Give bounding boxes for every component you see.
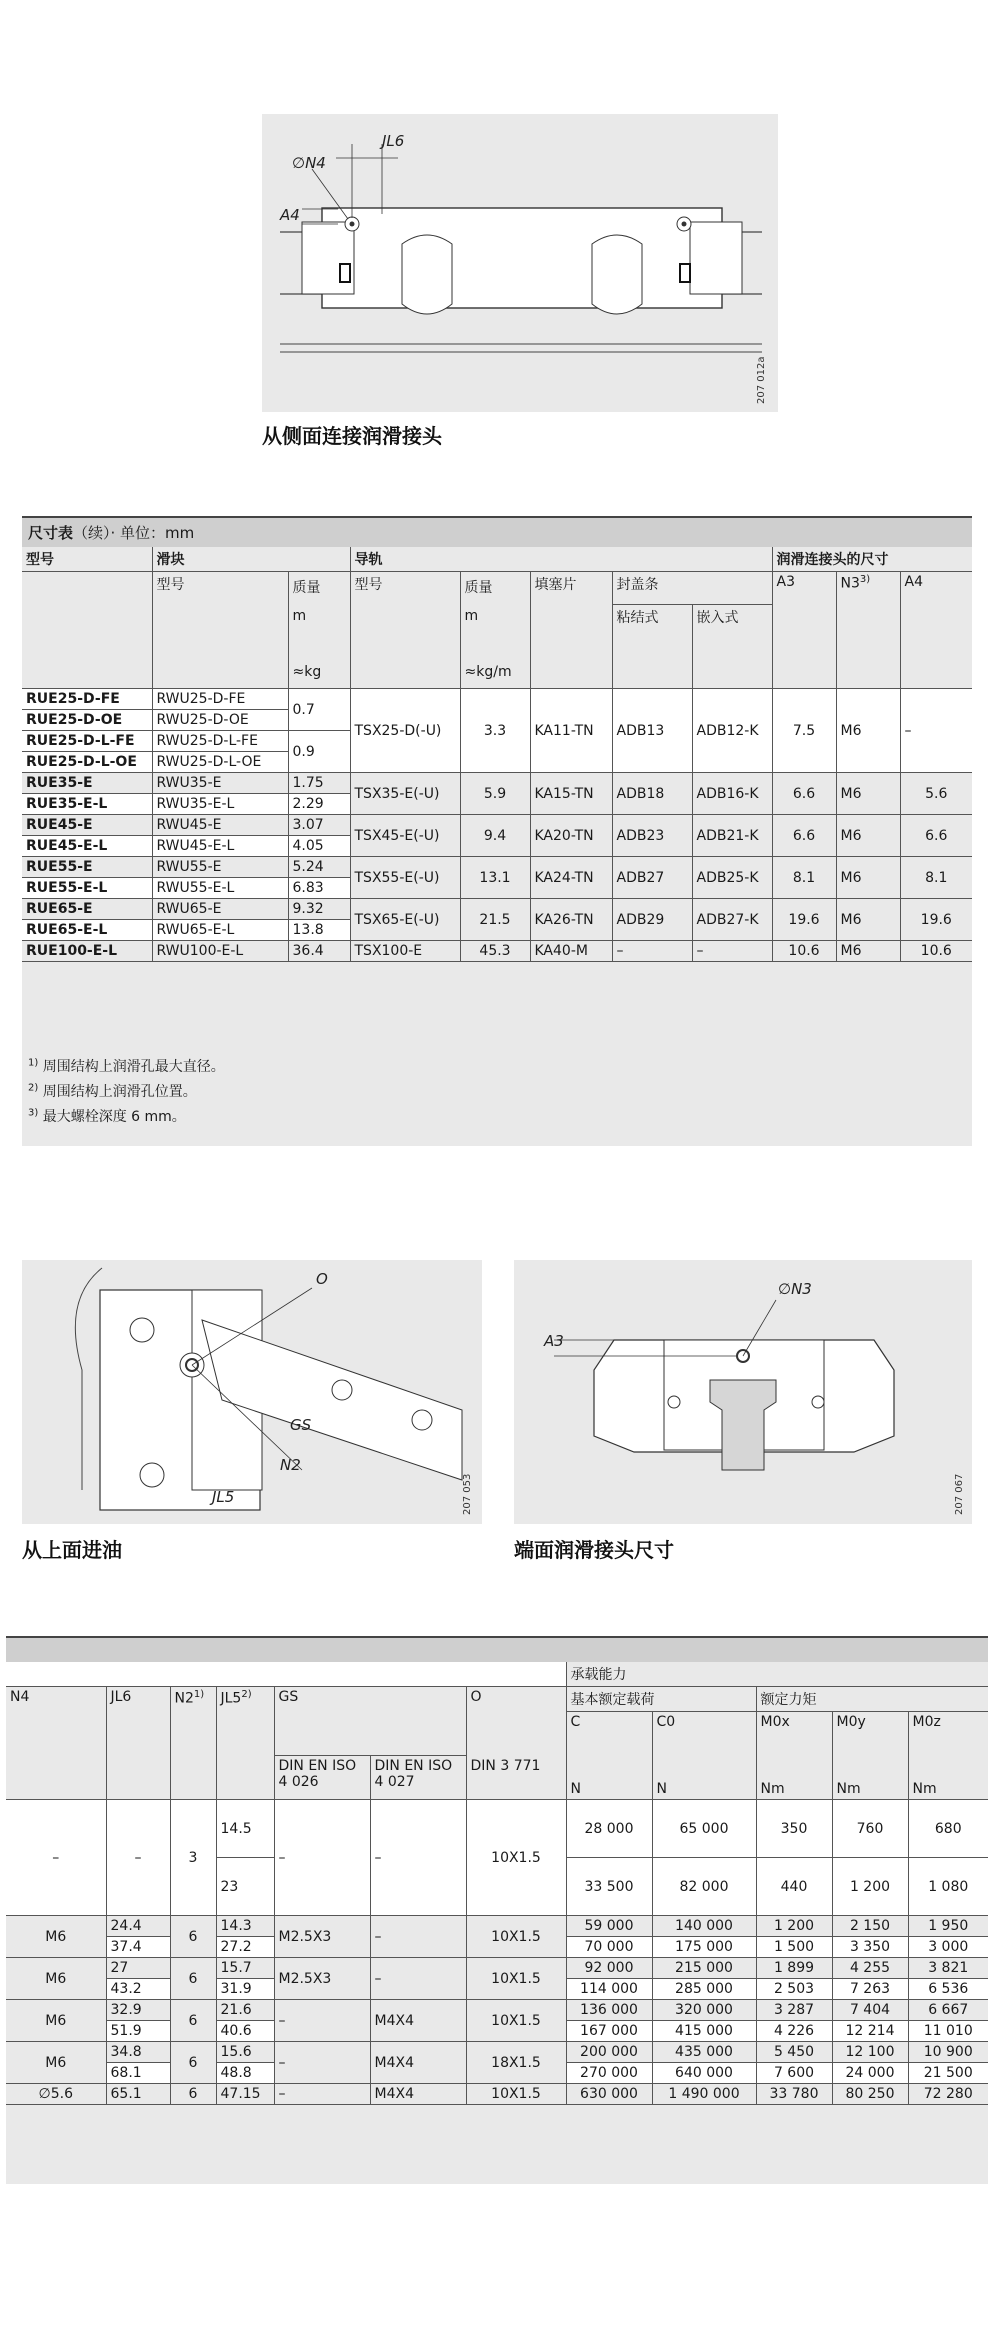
unit-nm: Nm xyxy=(908,1756,988,1800)
m0x-cell: 5 450 xyxy=(756,2042,832,2063)
mass-cell: 13.8 xyxy=(288,920,350,941)
h-jl6: JL6 xyxy=(106,1687,170,1800)
o-cell: 18X1.5 xyxy=(466,2042,566,2084)
c-cell: 136 000 xyxy=(566,2000,652,2021)
unit-nm: Nm xyxy=(832,1756,908,1800)
c0-cell: 82 000 xyxy=(652,1858,756,1916)
n4-cell: ∅5.6 xyxy=(6,2084,106,2105)
glued-cell: ADB29 xyxy=(612,899,692,941)
a4-cell: 5.6 xyxy=(900,773,972,815)
c0-cell: 435 000 xyxy=(652,2042,756,2063)
load-capacity-table xyxy=(6,1636,988,2184)
c-cell: 167 000 xyxy=(566,2021,652,2042)
figure1-caption: 从侧面连接润滑接头 xyxy=(262,424,442,448)
a4-cell: 6.6 xyxy=(900,815,972,857)
plug-cell: KA20-TN xyxy=(530,815,612,857)
n3-cell: M6 xyxy=(836,689,900,773)
embedded-cell: – xyxy=(692,941,772,962)
footnote: $^{1)}$ 周围结构上润滑孔最大直径。 xyxy=(28,1057,225,1075)
c-cell: 70 000 xyxy=(566,1937,652,1958)
mass-cell: 1.75 xyxy=(288,773,350,794)
c0-cell: 1 490 000 xyxy=(652,2084,756,2105)
m0y-cell: 4 255 xyxy=(832,1958,908,1979)
n2-cell: 3 xyxy=(170,1800,216,1916)
mass-cell: 5.24 xyxy=(288,857,350,878)
m0x-cell: 4 226 xyxy=(756,2021,832,2042)
o-cell: 10X1.5 xyxy=(466,1958,566,2000)
a3-cell: 19.6 xyxy=(772,899,836,941)
h-n2: N2 xyxy=(174,1690,194,1707)
o-cell: 10X1.5 xyxy=(466,2084,566,2105)
h-mass: 质量 xyxy=(292,580,321,596)
mass-cell: 0.9 xyxy=(288,731,350,773)
c0-cell: 640 000 xyxy=(652,2063,756,2084)
label-jl6: JL6 xyxy=(382,132,405,150)
a3-cell: 6.6 xyxy=(772,773,836,815)
h-rail-model: 型号 xyxy=(350,572,460,689)
mass-cell: 2.29 xyxy=(288,794,350,815)
h-cover: 封盖条 xyxy=(612,572,772,605)
figure2-caption: 从上面进油 xyxy=(22,1538,122,1562)
jl6-cell: 34.8 xyxy=(106,2042,170,2063)
rail-cell: TSX65-E(-U) xyxy=(350,899,460,941)
n2-cell: 6 xyxy=(170,2042,216,2084)
side-view-drawing xyxy=(262,114,778,412)
mass-cell: 4.05 xyxy=(288,836,350,857)
h-lube: 润滑连接头的尺寸 xyxy=(772,547,972,572)
c-cell: 92 000 xyxy=(566,1958,652,1979)
h-n2-sup: 1) xyxy=(193,1689,205,1700)
n2-cell: 6 xyxy=(170,1958,216,2000)
h-o: O xyxy=(466,1687,566,1756)
n2-cell: 6 xyxy=(170,1916,216,1958)
c-cell: 630 000 xyxy=(566,2084,652,2105)
jl6-cell: 24.4 xyxy=(106,1916,170,1937)
rail-mass-cell: 5.9 xyxy=(460,773,530,815)
footnote: $^{3)}$ 最大螺栓深度 6 mm。 xyxy=(28,1107,186,1125)
c-cell: 114 000 xyxy=(566,1979,652,2000)
rail-cell: TSX45-E(-U) xyxy=(350,815,460,857)
label-n3: ∅N3 xyxy=(778,1280,812,1298)
block-cell: RWU25-D-L-FE xyxy=(152,731,288,752)
dimension-table xyxy=(22,516,972,1146)
rail-cell: TSX25-D(-U) xyxy=(350,689,460,773)
capacity-grid xyxy=(6,1662,988,2105)
m0x-cell: 1 500 xyxy=(756,1937,832,1958)
n2-cell: 6 xyxy=(170,2084,216,2105)
m0x-cell: 1 899 xyxy=(756,1958,832,1979)
h-m0x: M0x xyxy=(756,1712,832,1756)
a3-cell: 8.1 xyxy=(772,857,836,899)
h-c: C xyxy=(566,1712,652,1756)
table-row: RUE55-E xyxy=(22,857,152,878)
n4-cell: – xyxy=(6,1800,106,1916)
table-row: RUE45-E-L xyxy=(22,836,152,857)
m0z-cell: 10 900 xyxy=(908,2042,988,2063)
h-moment: 额定力矩 xyxy=(756,1687,988,1712)
jl5-cell: 31.9 xyxy=(216,1979,274,2000)
m0z-cell: 21 500 xyxy=(908,2063,988,2084)
m0y-cell: 1 200 xyxy=(832,1858,908,1916)
figure-code: 207 067 xyxy=(954,1473,965,1515)
gs-iso4026-cell: – xyxy=(274,2084,370,2105)
embedded-cell: ADB25-K xyxy=(692,857,772,899)
jl6-cell: 32.9 xyxy=(106,2000,170,2021)
mass-cell: 36.4 xyxy=(288,941,350,962)
h-c0: C0 xyxy=(652,1712,756,1756)
table2-title-bar xyxy=(6,1636,988,1662)
dimension-grid xyxy=(22,547,972,962)
table-title-bar xyxy=(22,516,972,547)
n3-cell: M6 xyxy=(836,773,900,815)
table-row: RUE35-E-L xyxy=(22,794,152,815)
block-cell: RWU65-E-L xyxy=(152,920,288,941)
h-din4026: DIN EN ISO 4 026 xyxy=(274,1756,370,1800)
gs-iso4026-cell: M2.5X3 xyxy=(274,1916,370,1958)
m0y-cell: 2 150 xyxy=(832,1916,908,1937)
n4-cell: M6 xyxy=(6,1958,106,2000)
rail-mass-cell: 21.5 xyxy=(460,899,530,941)
m0x-cell: 2 503 xyxy=(756,1979,832,2000)
table-row: RUE65-E-L xyxy=(22,920,152,941)
jl6-cell: 43.2 xyxy=(106,1979,170,2000)
table-title-suffix: （续）· 单位：mm xyxy=(73,524,195,542)
embedded-cell: ADB27-K xyxy=(692,899,772,941)
jl6-cell: 27 xyxy=(106,1958,170,1979)
h-n3: N3 xyxy=(840,575,860,592)
label-n2: N2 xyxy=(280,1456,301,1474)
o-cell: 10X1.5 xyxy=(466,2000,566,2042)
jl6-cell: 65.1 xyxy=(106,2084,170,2105)
label-a3: A3 xyxy=(544,1332,564,1350)
table-row: RUE55-E-L xyxy=(22,878,152,899)
figure-code: 207 012a xyxy=(756,356,767,404)
label-jl5: JL5 xyxy=(212,1488,235,1506)
n4-cell: M6 xyxy=(6,1916,106,1958)
plug-cell: KA40-M xyxy=(530,941,612,962)
c-cell: 200 000 xyxy=(566,2042,652,2063)
block-cell: RWU45-E-L xyxy=(152,836,288,857)
h-din4027: DIN EN ISO 4 027 xyxy=(370,1756,466,1800)
m0x-cell: 1 200 xyxy=(756,1916,832,1937)
jl5-cell: 47.15 xyxy=(216,2084,274,2105)
rail-cell: TSX100-E xyxy=(350,941,460,962)
block-cell: RWU65-E xyxy=(152,899,288,920)
n4-cell: M6 xyxy=(6,2042,106,2084)
n2-cell: 6 xyxy=(170,2000,216,2042)
block-cell: RWU25-D-FE xyxy=(152,689,288,710)
footnote: $^{2)}$ 周围结构上润滑孔位置。 xyxy=(28,1082,197,1100)
figure-code: 207 053 xyxy=(462,1473,473,1515)
embedded-cell: ADB12-K xyxy=(692,689,772,773)
m0z-cell: 3 821 xyxy=(908,1958,988,1979)
a4-cell: 19.6 xyxy=(900,899,972,941)
mass-cell: 3.07 xyxy=(288,815,350,836)
m0y-cell: 7 263 xyxy=(832,1979,908,2000)
n4-cell: M6 xyxy=(6,2000,106,2042)
unit-nm: Nm xyxy=(756,1756,832,1800)
m0y-cell: 80 250 xyxy=(832,2084,908,2105)
m0z-cell: 11 010 xyxy=(908,2021,988,2042)
m0x-cell: 440 xyxy=(756,1858,832,1916)
figure-top-lubrication xyxy=(22,1260,482,1524)
a3-cell: 7.5 xyxy=(772,689,836,773)
label-gs: GS xyxy=(290,1416,312,1434)
m0x-cell: 3 287 xyxy=(756,2000,832,2021)
block-cell: RWU35-E-L xyxy=(152,794,288,815)
table-row: RUE25-D-L-OE xyxy=(22,752,152,773)
unit-n: N xyxy=(652,1756,756,1800)
c-cell: 28 000 xyxy=(566,1800,652,1858)
jl5-cell: 40.6 xyxy=(216,2021,274,2042)
m0y-cell: 12 214 xyxy=(832,2021,908,2042)
a4-cell: 10.6 xyxy=(900,941,972,962)
label-n4: ∅N4 xyxy=(292,154,326,172)
gs-iso4026-cell: – xyxy=(274,2000,370,2042)
jl6-cell: – xyxy=(106,1800,170,1916)
block-cell: RWU55-E xyxy=(152,857,288,878)
mass-cell: 6.83 xyxy=(288,878,350,899)
h-rail-mass: 质量 xyxy=(464,580,493,596)
c-cell: 270 000 xyxy=(566,2063,652,2084)
plug-cell: KA11-TN xyxy=(530,689,612,773)
a3-cell: 6.6 xyxy=(772,815,836,857)
h-plug: 填塞片 xyxy=(530,572,612,689)
h-kgm: ≈kg/m xyxy=(464,664,512,680)
m0z-cell: 1 080 xyxy=(908,1858,988,1916)
table-row: RUE100-E-L xyxy=(22,941,152,962)
footnotes xyxy=(28,1056,225,1131)
table-row: RUE35-E xyxy=(22,773,152,794)
top-view-drawing xyxy=(22,1260,482,1524)
jl5-cell: 23 xyxy=(216,1858,274,1916)
block-cell: RWU45-E xyxy=(152,815,288,836)
o-cell: 10X1.5 xyxy=(466,1916,566,1958)
jl6-cell: 68.1 xyxy=(106,2063,170,2084)
glued-cell: ADB13 xyxy=(612,689,692,773)
jl5-cell: 27.2 xyxy=(216,1937,274,1958)
n3-cell: M6 xyxy=(836,857,900,899)
h-m: m xyxy=(292,608,307,624)
rail-mass-cell: 3.3 xyxy=(460,689,530,773)
plug-cell: KA26-TN xyxy=(530,899,612,941)
rail-mass-cell: 9.4 xyxy=(460,815,530,857)
h-basic: 基本额定载荷 xyxy=(566,1687,756,1712)
figure-end-lubrication xyxy=(514,1260,972,1524)
jl6-cell: 51.9 xyxy=(106,2021,170,2042)
rail-mass-cell: 45.3 xyxy=(460,941,530,962)
m0z-cell: 3 000 xyxy=(908,1937,988,1958)
h-a3: A3 xyxy=(772,572,836,689)
table-row: RUE25-D-FE xyxy=(22,689,152,710)
m0x-cell: 7 600 xyxy=(756,2063,832,2084)
figure3-caption: 端面润滑接头尺寸 xyxy=(514,1538,674,1562)
n3-cell: M6 xyxy=(836,941,900,962)
block-cell: RWU35-E xyxy=(152,773,288,794)
block-cell: RWU25-D-L-OE xyxy=(152,752,288,773)
h-a4: A4 xyxy=(900,572,972,689)
m0z-cell: 680 xyxy=(908,1800,988,1858)
jl5-cell: 14.3 xyxy=(216,1916,274,1937)
gs-iso4026-cell: – xyxy=(274,2042,370,2084)
jl5-cell: 48.8 xyxy=(216,2063,274,2084)
h-jl5: JL5 xyxy=(220,1690,242,1707)
gs-iso4027-cell: M4X4 xyxy=(370,2084,466,2105)
gs-iso4027-cell: M4X4 xyxy=(370,2000,466,2042)
mass-cell: 9.32 xyxy=(288,899,350,920)
gs-iso4026-cell: M2.5X3 xyxy=(274,1958,370,2000)
h-glued: 粘结式 xyxy=(612,604,692,636)
h-m0z: M0z xyxy=(908,1712,988,1756)
glued-cell: – xyxy=(612,941,692,962)
rail-cell: TSX55-E(-U) xyxy=(350,857,460,899)
embedded-cell: ADB16-K xyxy=(692,773,772,815)
c0-cell: 320 000 xyxy=(652,2000,756,2021)
c0-cell: 285 000 xyxy=(652,1979,756,2000)
m0x-cell: 350 xyxy=(756,1800,832,1858)
figure-side-lubrication xyxy=(262,114,778,412)
glued-cell: ADB23 xyxy=(612,815,692,857)
h-n4: N4 xyxy=(6,1687,106,1800)
gs-iso4027-cell: – xyxy=(370,1800,466,1916)
mass-cell: 0.7 xyxy=(288,689,350,731)
jl5-cell: 15.7 xyxy=(216,1958,274,1979)
h-rail-m: m xyxy=(464,608,479,624)
h-gs: GS xyxy=(274,1687,466,1756)
h-model: 型号 xyxy=(26,552,54,568)
m0y-cell: 3 350 xyxy=(832,1937,908,1958)
m0x-cell: 33 780 xyxy=(756,2084,832,2105)
h-jl5-sup: 2) xyxy=(241,1689,252,1700)
m0z-cell: 6 536 xyxy=(908,1979,988,2000)
m0z-cell: 6 667 xyxy=(908,2000,988,2021)
h-n3-sup: 3) xyxy=(859,574,871,585)
a3-cell: 10.6 xyxy=(772,941,836,962)
gs-iso4027-cell: M4X4 xyxy=(370,2042,466,2084)
h-embedded: 嵌入式 xyxy=(692,604,772,636)
c0-cell: 215 000 xyxy=(652,1958,756,1979)
h-block-model: 型号 xyxy=(152,572,288,689)
h-kg: ≈kg xyxy=(292,664,322,680)
c0-cell: 65 000 xyxy=(652,1800,756,1858)
jl5-cell: 15.6 xyxy=(216,2042,274,2063)
jl5-cell: 14.5 xyxy=(216,1800,274,1858)
gs-iso4027-cell: – xyxy=(370,1958,466,2000)
plug-cell: KA24-TN xyxy=(530,857,612,899)
jl5-cell: 21.6 xyxy=(216,2000,274,2021)
block-cell: RWU25-D-OE xyxy=(152,710,288,731)
m0y-cell: 24 000 xyxy=(832,2063,908,2084)
c0-cell: 140 000 xyxy=(652,1916,756,1937)
rail-cell: TSX35-E(-U) xyxy=(350,773,460,815)
c0-cell: 175 000 xyxy=(652,1937,756,1958)
h-din3771: DIN 3 771 xyxy=(466,1756,566,1800)
m0z-cell: 72 280 xyxy=(908,2084,988,2105)
n3-cell: M6 xyxy=(836,815,900,857)
block-cell: RWU55-E-L xyxy=(152,878,288,899)
table-title: 尺寸表 xyxy=(28,524,74,542)
n3-cell: M6 xyxy=(836,899,900,941)
h-block: 滑块 xyxy=(152,547,350,572)
h-capacity: 承载能力 xyxy=(566,1662,988,1687)
label-a4: A4 xyxy=(280,206,300,224)
glued-cell: ADB18 xyxy=(612,773,692,815)
label-o: O xyxy=(316,1270,328,1288)
h-m0y: M0y xyxy=(832,1712,908,1756)
table-row: RUE25-D-OE xyxy=(22,710,152,731)
unit-n: N xyxy=(566,1756,652,1800)
a4-cell: 8.1 xyxy=(900,857,972,899)
h-rail: 导轨 xyxy=(350,547,772,572)
c0-cell: 415 000 xyxy=(652,2021,756,2042)
m0z-cell: 1 950 xyxy=(908,1916,988,1937)
table-row: RUE25-D-L-FE xyxy=(22,731,152,752)
block-cell: RWU100-E-L xyxy=(152,941,288,962)
jl6-cell: 37.4 xyxy=(106,1937,170,1958)
c-cell: 33 500 xyxy=(566,1858,652,1916)
c-cell: 59 000 xyxy=(566,1916,652,1937)
a4-cell: – xyxy=(900,689,972,773)
m0y-cell: 760 xyxy=(832,1800,908,1858)
glued-cell: ADB27 xyxy=(612,857,692,899)
embedded-cell: ADB21-K xyxy=(692,815,772,857)
table-row: RUE45-E xyxy=(22,815,152,836)
end-view-drawing xyxy=(514,1260,972,1524)
plug-cell: KA15-TN xyxy=(530,773,612,815)
gs-iso4027-cell: – xyxy=(370,1916,466,1958)
m0y-cell: 7 404 xyxy=(832,2000,908,2021)
m0y-cell: 12 100 xyxy=(832,2042,908,2063)
table-row: RUE65-E xyxy=(22,899,152,920)
rail-mass-cell: 13.1 xyxy=(460,857,530,899)
gs-iso4026-cell: – xyxy=(274,1800,370,1916)
o-cell: 10X1.5 xyxy=(466,1800,566,1916)
